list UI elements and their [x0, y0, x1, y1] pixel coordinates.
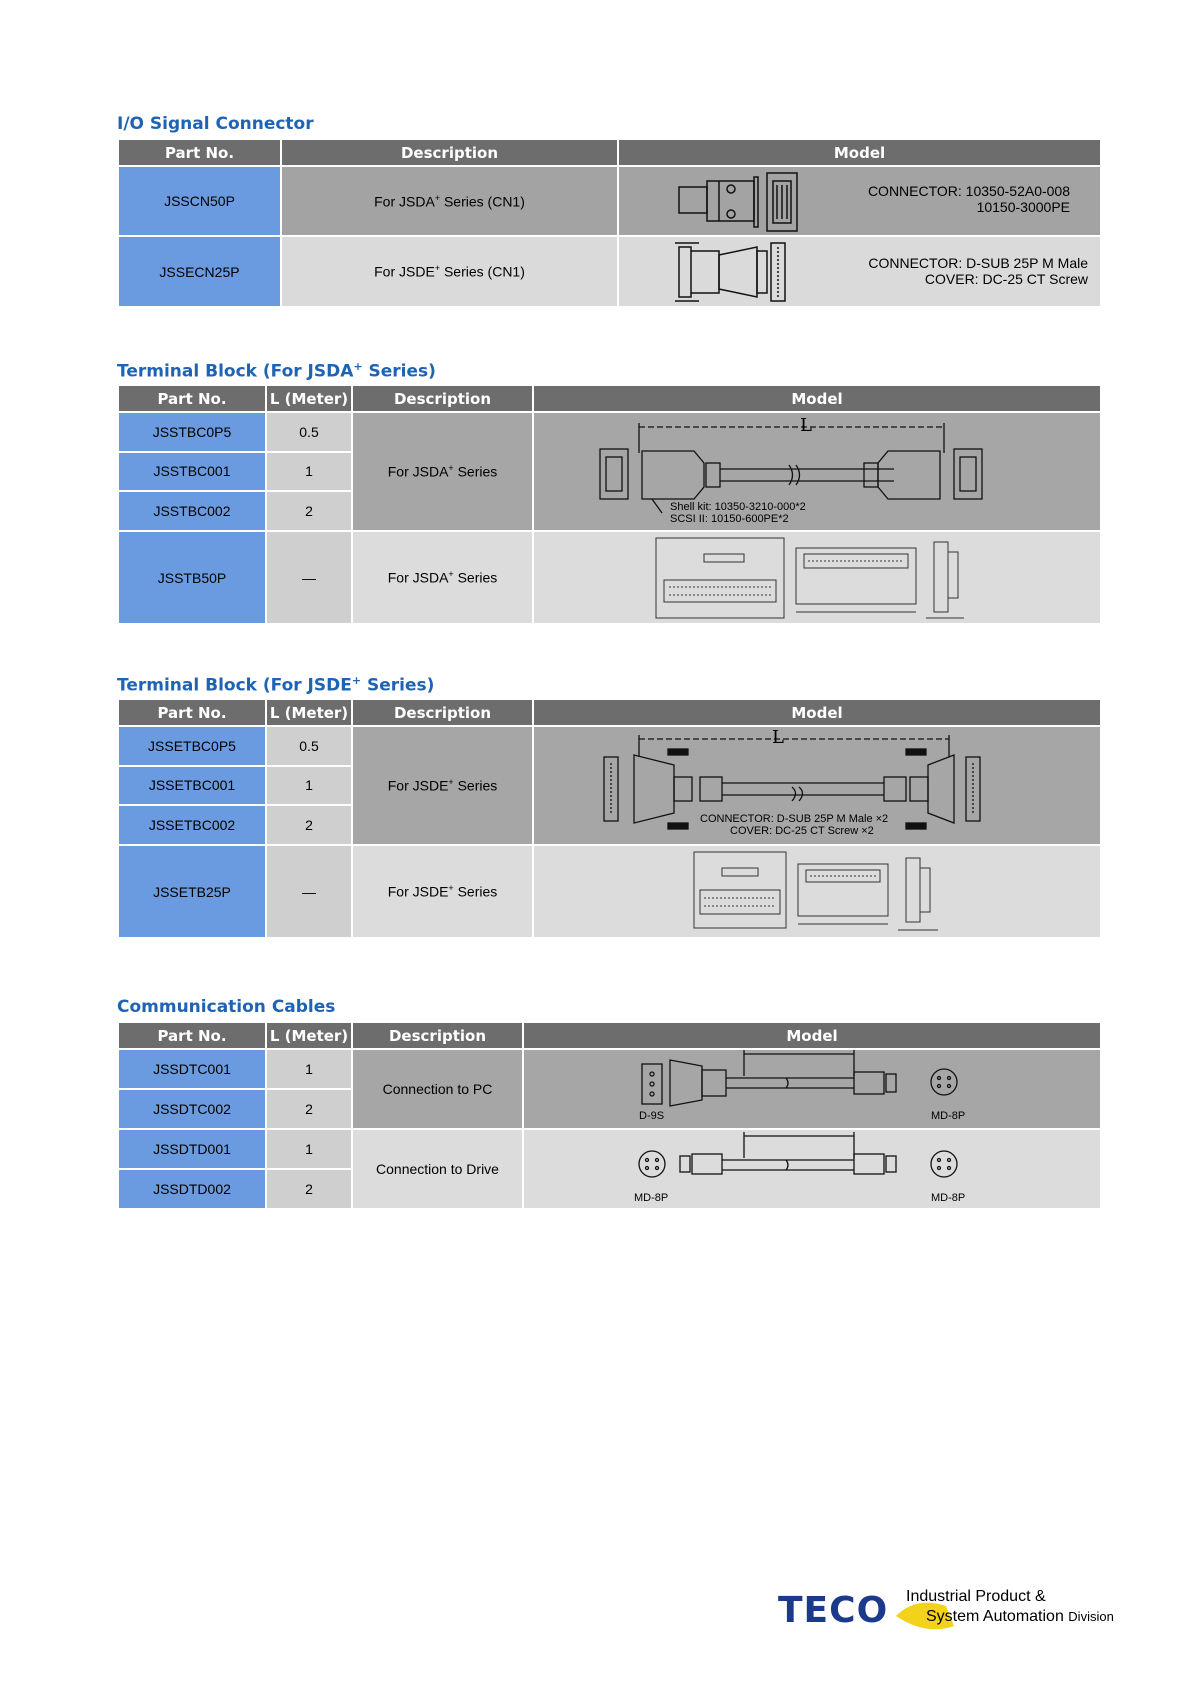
- part-number: JSSCN50P: [118, 166, 281, 236]
- length: 2: [266, 1169, 352, 1209]
- table-row: [118, 531, 1101, 624]
- model-connector-line: CONNECTOR: D-SUB 25P M Male: [868, 255, 1088, 271]
- length: —: [266, 531, 352, 624]
- model-cell: [618, 166, 1101, 236]
- header-part-no: Part No.: [118, 700, 266, 726]
- table-row: [118, 1049, 1101, 1089]
- model-cell: [533, 845, 1101, 938]
- cable-length-label: L: [772, 727, 784, 748]
- length: 1: [266, 766, 352, 806]
- terminal-block-jsda-table: [117, 386, 1102, 625]
- terminal-board-drawing: [534, 846, 1102, 937]
- scsi-cable-drawing: [534, 413, 1102, 530]
- part-number: JSSDTC002: [118, 1089, 266, 1129]
- header-part-no: Part No.: [118, 1023, 266, 1049]
- length: 2: [266, 491, 352, 531]
- section-title-io: I/O Signal Connector: [117, 114, 314, 134]
- division-line-1: Industrial Product &: [906, 1588, 1046, 1605]
- length: 2: [266, 805, 352, 845]
- communication-cables-table: [117, 1023, 1102, 1210]
- length: 1: [266, 452, 352, 492]
- length: 1: [266, 1049, 352, 1089]
- length: 0.5: [266, 412, 352, 452]
- description: Connection to PC: [352, 1049, 523, 1129]
- part-number: JSSTB50P: [118, 531, 266, 624]
- model-cell: [523, 1129, 1101, 1209]
- description: Connection to Drive: [352, 1129, 523, 1209]
- length: 1: [266, 1129, 352, 1169]
- header-description: Description: [352, 1023, 523, 1049]
- header-part-no: Part No.: [118, 140, 281, 166]
- part-number: JSSDTD002: [118, 1169, 266, 1209]
- model-cover-line: 10150-3000PE: [976, 199, 1070, 215]
- cable-length-label: L: [800, 415, 812, 436]
- part-number: JSSETBC0P5: [118, 726, 266, 766]
- md8p-label: MD-8P: [931, 1110, 966, 1122]
- model-cell: [533, 412, 1101, 531]
- part-number: JSSTBC0P5: [118, 412, 266, 452]
- part-number: JSSETBC002: [118, 805, 266, 845]
- description: For JSDA+ Series: [352, 531, 533, 624]
- header-length: L (Meter): [266, 1023, 352, 1049]
- header-description: Description: [281, 140, 618, 166]
- section-title-tb-jsda: Terminal Block (For JSDA+ Series): [117, 360, 436, 382]
- io-signal-connector-table: [117, 140, 1102, 308]
- header-model: Model: [533, 700, 1101, 726]
- table-row: [118, 845, 1101, 938]
- terminal-board-drawing: [534, 532, 1102, 623]
- model-cover-line: COVER: DC-25 CT Screw: [924, 271, 1088, 287]
- model-cell: [523, 1049, 1101, 1129]
- header-part-no: Part No.: [118, 386, 266, 412]
- teco-logo: TECO: [778, 1590, 889, 1631]
- header-model: Model: [533, 386, 1101, 412]
- shell-kit-note: Shell kit: 10350-3210-000*2: [670, 501, 806, 513]
- description: For JSDA+ Series (CN1): [281, 166, 618, 236]
- scsi-note: SCSI II: 10150-600PE*2: [670, 513, 789, 525]
- table-row: [118, 412, 1101, 452]
- part-number: JSSDTC001: [118, 1049, 266, 1089]
- table-row: [118, 236, 1101, 307]
- model-cell: [533, 726, 1101, 845]
- footer-branding: [778, 1588, 1114, 1638]
- md8p-right-label: MD-8P: [931, 1192, 966, 1204]
- length: 2: [266, 1089, 352, 1129]
- connector-note: CONNECTOR: D-SUB 25P M Male ×2: [700, 813, 889, 825]
- length: —: [266, 845, 352, 938]
- part-number: JSSTBC001: [118, 452, 266, 492]
- cover-note: COVER: DC-25 CT Screw ×2: [730, 825, 874, 837]
- part-number: JSSETB25P: [118, 845, 266, 938]
- description: For JSDE+ Series: [352, 845, 533, 938]
- pc-cable-drawing: [524, 1050, 1102, 1128]
- model-connector-line: CONNECTOR: 10350-52A0-008: [867, 183, 1070, 199]
- header-length: L (Meter): [266, 700, 352, 726]
- model-cell: [618, 236, 1101, 307]
- drive-cable-drawing: [524, 1130, 1102, 1208]
- header-model: Model: [523, 1023, 1101, 1049]
- header-description: Description: [352, 700, 533, 726]
- part-number: JSSTBC002: [118, 491, 266, 531]
- d9s-label: D-9S: [639, 1110, 665, 1122]
- section-title-tb-jsde: Terminal Block (For JSDE+ Series): [117, 674, 435, 696]
- part-number: JSSETBC001: [118, 766, 266, 806]
- description: For JSDA+ Series: [352, 412, 533, 531]
- description: For JSDE+ Series: [352, 726, 533, 845]
- part-number: JSSECN25P: [118, 236, 281, 307]
- part-number: JSSDTD001: [118, 1129, 266, 1169]
- terminal-block-jsde-table: [117, 700, 1102, 939]
- header-model: Model: [618, 140, 1101, 166]
- md8p-left-label: MD-8P: [634, 1192, 669, 1204]
- model-cell: [533, 531, 1101, 624]
- table-row: [118, 166, 1101, 236]
- division-line-2: System Automation Division: [926, 1608, 1114, 1625]
- header-length: L (Meter): [266, 386, 352, 412]
- header-description: Description: [352, 386, 533, 412]
- table-row: [118, 726, 1101, 766]
- table-row: [118, 1129, 1101, 1169]
- section-title-comm: Communication Cables: [117, 997, 336, 1017]
- description: For JSDE+ Series (CN1): [281, 236, 618, 307]
- length: 0.5: [266, 726, 352, 766]
